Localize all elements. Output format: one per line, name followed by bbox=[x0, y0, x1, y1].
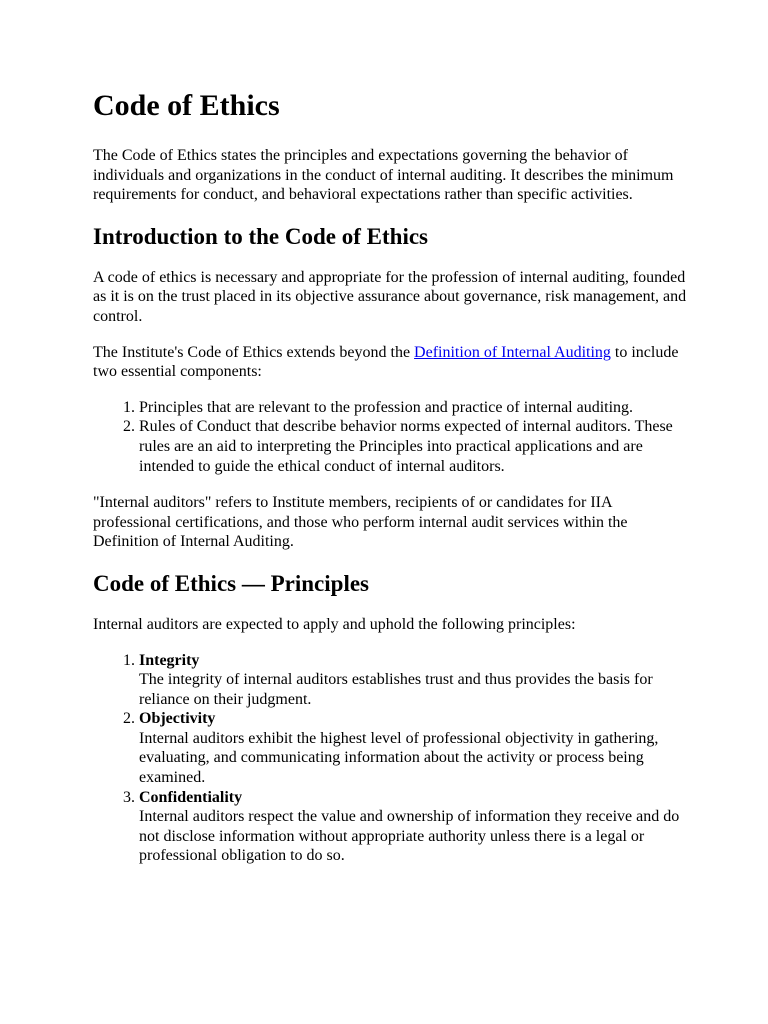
principle-description: The integrity of internal auditors establishes trust and thus provides the basis for reliance on their judgment. bbox=[139, 671, 653, 708]
principle-name: 2. Objectivity bbox=[139, 710, 216, 728]
paragraph-2-text-after: to include two essential components: bbox=[93, 343, 679, 381]
page-title: Code of Ethics bbox=[93, 89, 280, 122]
principle-description: Internal auditors respect the value and ownership of information they receive and do not disclose information without appropriate authority unless there is a legal or professional obligation to do so. bbox=[139, 808, 680, 865]
intro-section-paragraph-2 bbox=[93, 343, 693, 382]
intro-section-paragraph-1: A code of ethics is necessary and appropriate for the profession of internal auditing, founded as it is on the trust placed in its objective assurance about governance, risk management, and control. bbox=[93, 268, 687, 325]
principle-item-integrity bbox=[139, 651, 693, 710]
principles-lead-paragraph: Internal auditors are expected to apply and uphold the following principles: bbox=[93, 615, 576, 633]
internal-auditors-definition-paragraph: "Internal auditors" refers to Institute members, recipients of or candidates for IIA professional certifications, and those who perform internal audit services within the Definition of Internal Auditing. bbox=[93, 494, 628, 551]
list-item: 1. Principles that are relevant to the profession and practice of internal auditing. bbox=[139, 398, 693, 418]
principle-name: 3. Confidentiality bbox=[139, 788, 243, 806]
list-item: 2. Rules of Conduct that describe behavior norms expected of internal auditors. These rules are an aid to interpreting the Principles into practical applications and are intended to guide the ethical conduct of internal auditors. bbox=[139, 417, 693, 476]
principle-name: 1. Integrity bbox=[139, 651, 200, 669]
paragraph-2-text-before: The Institute's Code of Ethics extends beyond the bbox=[93, 343, 415, 361]
principles-list bbox=[93, 651, 693, 867]
document-page bbox=[93, 88, 693, 883]
components-list bbox=[93, 398, 693, 476]
section-heading-introduction: Introduction to the Code of Ethics bbox=[93, 223, 429, 249]
principle-description: Internal auditors exhibit the highest level of professional objectivity in gathering, evaluating, and communicating information about the activity or process being examined. bbox=[139, 729, 659, 787]
principle-item-confidentiality bbox=[139, 788, 693, 866]
definition-of-internal-auditing-link[interactable]: Definition of Internal Auditing bbox=[414, 343, 611, 361]
section-heading-principles: Code of Ethics — Principles bbox=[93, 570, 369, 596]
intro-paragraph: The Code of Ethics states the principles and expectations governing the behavior of individuals and organizations in the conduct of internal auditing. It describes the minimum requirements for conduct, and behavioral expectations rather than specific activities. bbox=[93, 147, 674, 204]
principle-item-objectivity bbox=[139, 709, 693, 787]
